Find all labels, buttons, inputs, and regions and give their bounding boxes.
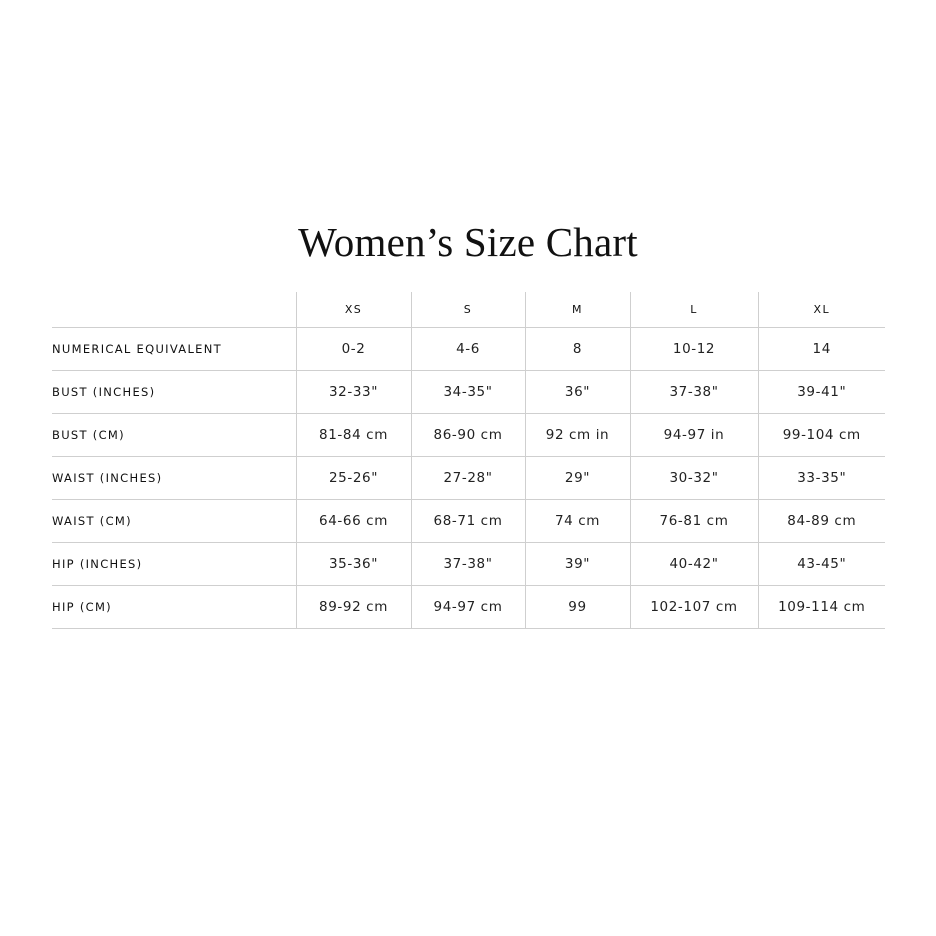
table-cell: 74 cm [525,500,630,543]
table-cell: 29" [525,457,630,500]
table-cell: 36" [525,371,630,414]
page-title: Women’s Size Chart [298,219,638,265]
row-label-bust-cm: BUST (CM) [52,414,296,457]
row-label-hip-cm: HIP (CM) [52,586,296,629]
table-cell: 99 [525,586,630,629]
table-cell: 35-36" [296,543,411,586]
table-cell: 4-6 [411,328,525,371]
table-cell: 37-38" [630,371,758,414]
table-row [52,328,885,371]
table-cell: 43-45" [758,543,885,586]
table-cell: 109-114 cm [758,586,885,629]
table-row [52,586,885,629]
size-header-s: S [411,292,525,328]
size-header-m: M [525,292,630,328]
row-label-bust-inches: BUST (INCHES) [52,371,296,414]
row-label-numerical-equivalent: NUMERICAL EQUIVALENT [52,328,296,371]
table-cell: 0-2 [296,328,411,371]
size-header-l: L [630,292,758,328]
size-header-row [52,292,885,328]
table-cell: 92 cm in [525,414,630,457]
table-cell: 99-104 cm [758,414,885,457]
table-cell: 30-32" [630,457,758,500]
table-cell: 39-41" [758,371,885,414]
table-cell: 40-42" [630,543,758,586]
table-cell: 8 [525,328,630,371]
table-cell: 32-33" [296,371,411,414]
header-corner-cell [52,292,296,328]
table-row [52,543,885,586]
table-cell: 37-38" [411,543,525,586]
table-row [52,457,885,500]
table-cell: 10-12 [630,328,758,371]
table-cell: 94-97 cm [411,586,525,629]
table-cell: 14 [758,328,885,371]
table-cell: 94-97 in [630,414,758,457]
table-cell: 86-90 cm [411,414,525,457]
table-row [52,371,885,414]
table-row [52,414,885,457]
table-cell: 89-92 cm [296,586,411,629]
table-cell: 102-107 cm [630,586,758,629]
table-cell: 81-84 cm [296,414,411,457]
size-chart-table [52,292,885,629]
table-cell: 27-28" [411,457,525,500]
size-header-xl: XL [758,292,885,328]
size-header-xs: XS [296,292,411,328]
table-cell: 84-89 cm [758,500,885,543]
table-row [52,500,885,543]
row-label-hip-inches: HIP (INCHES) [52,543,296,586]
table-cell: 64-66 cm [296,500,411,543]
table-cell: 76-81 cm [630,500,758,543]
table-cell: 68-71 cm [411,500,525,543]
table-cell: 34-35" [411,371,525,414]
row-label-waist-cm: WAIST (CM) [52,500,296,543]
table-cell: 39" [525,543,630,586]
row-label-waist-inches: WAIST (INCHES) [52,457,296,500]
table-cell: 25-26" [296,457,411,500]
table-cell: 33-35" [758,457,885,500]
